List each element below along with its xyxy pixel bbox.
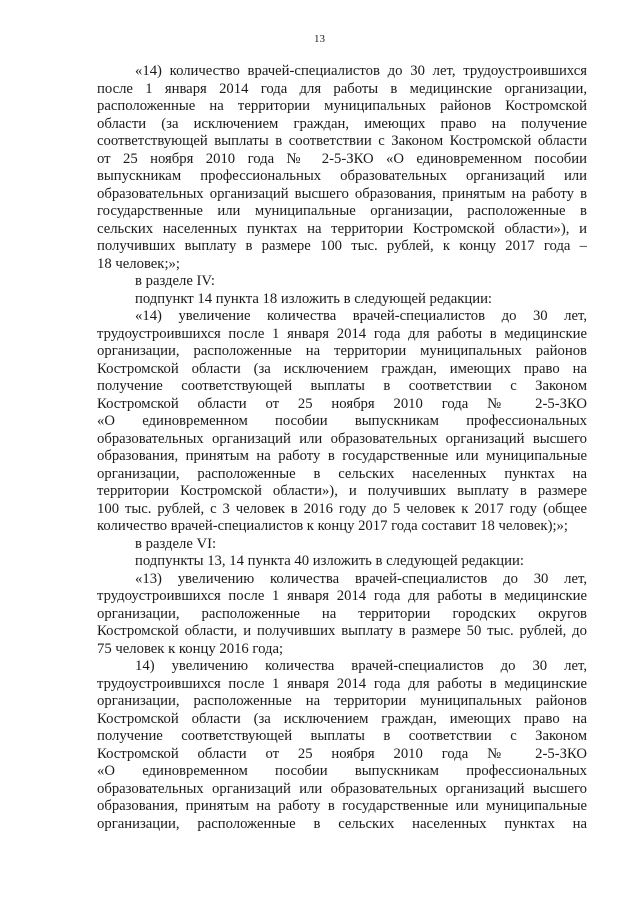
text-line: организации, расположенные в сельских населенных пунктах на [97, 465, 587, 482]
text-line: трудоустроившихся после 1 января 2014 года для работы в медицинские [97, 675, 587, 692]
text-line: 75 человек к концу 2016 года; [97, 640, 284, 657]
text-line: организации, расположенные на территории муниципальных районов [97, 693, 587, 709]
text-line: Костромской области, и получивших выплату в размере 50 тыс. рублей, до [97, 623, 587, 639]
text-line: 18 человек;»; [97, 255, 180, 272]
text-line: получение соответствующей выплаты в соответствии с Законом [97, 728, 587, 744]
text-line: количество врачей-специалистов к концу 2017 года составит 18 человек);»; [97, 518, 568, 534]
text-line: «14) увеличение количества врачей-специалистов до 30 лет, [135, 308, 587, 324]
text-line: расположенные на территории муниципальных районов Костромской [97, 98, 587, 114]
text-line: получивших выплату в размере 100 тыс. рублей, к концу 2017 года – [97, 238, 587, 254]
text-line: получение соответствующей выплаты в соответствии с Законом [97, 378, 587, 394]
text-line: образования, принятым на работу в государственные или муниципальные [97, 448, 587, 464]
text-line: «14) количество врачей-специалистов до 30 лет, трудоустроившихся [135, 63, 587, 79]
text-line: образовательных организаций или образовательных организаций высшего [97, 430, 587, 447]
document-body [97, 63, 587, 833]
text-line: Костромской области (за исключением граждан, имеющих право на [97, 710, 587, 727]
text-line: организации, расположенные в сельских населенных пунктах на [97, 815, 587, 832]
text-line: «13) увеличению количества врачей-специалистов до 30 лет, [135, 570, 587, 587]
text-line: Костромской области (за исключением граждан, имеющих право на [97, 360, 587, 377]
text-line: от 25 ноября 2010 года № 2-5-ЗКО «О единовременном пособии [97, 150, 587, 167]
text-line: в разделе IV: [135, 273, 216, 289]
text-line: 100 тыс. рублей, с 3 человек в 2016 году до 5 человек к 2017 году (общее [97, 500, 587, 517]
text-line: соответствующей выплаты в соответствии с Законом Костромской области [97, 133, 587, 149]
text-line: Костромской области от 25 ноября 2010 года № 2-5-ЗКО [97, 395, 587, 412]
text-line: выпускникам профессиональных образовательных организаций или [97, 168, 587, 184]
text-line: области (за исключением граждан, имеющих право на получение [97, 115, 587, 132]
text-line: «О единовременном пособии выпускникам профессиональных [97, 763, 587, 779]
text-line: организации, расположенные на территории городских округов [97, 605, 587, 622]
text-line: территории Костромской области»), и получивших выплату в размере [97, 483, 587, 499]
text-line: «О единовременном пособии выпускникам профессиональных [97, 413, 587, 429]
text-line: образовательных организаций высшего образования, принятым на работу в [97, 185, 587, 202]
page-number: 13 [314, 33, 325, 45]
text-line: трудоустроившихся после 1 января 2014 года для работы в медицинские [97, 325, 587, 342]
text-line: в разделе VI: [135, 535, 217, 552]
text-line: государственные или муниципальные организации, расположенные в [97, 203, 587, 219]
text-line: трудоустроившихся после 1 января 2014 года для работы в медицинские [97, 588, 587, 604]
text-line: образования, принятым на работу в государственные или муниципальные [97, 798, 587, 814]
text-line: организации, расположенные на территории муниципальных районов [97, 343, 587, 359]
text-line: 14) увеличению количества врачей-специалистов до 30 лет, [135, 658, 587, 674]
text-line: подпункты 13, 14 пункта 40 изложить в следующей редакции: [135, 553, 524, 569]
text-line: после 1 января 2014 года для работы в медицинские организации, [97, 80, 587, 97]
text-line: образовательных организаций или образовательных организаций высшего [97, 780, 587, 797]
text-line: подпункт 14 пункта 18 изложить в следующей редакции: [135, 290, 493, 307]
text-line: сельских населенных пунктах на территории Костромской области»), и [97, 220, 587, 237]
text-line: Костромской области от 25 ноября 2010 года № 2-5-ЗКО [97, 745, 587, 762]
